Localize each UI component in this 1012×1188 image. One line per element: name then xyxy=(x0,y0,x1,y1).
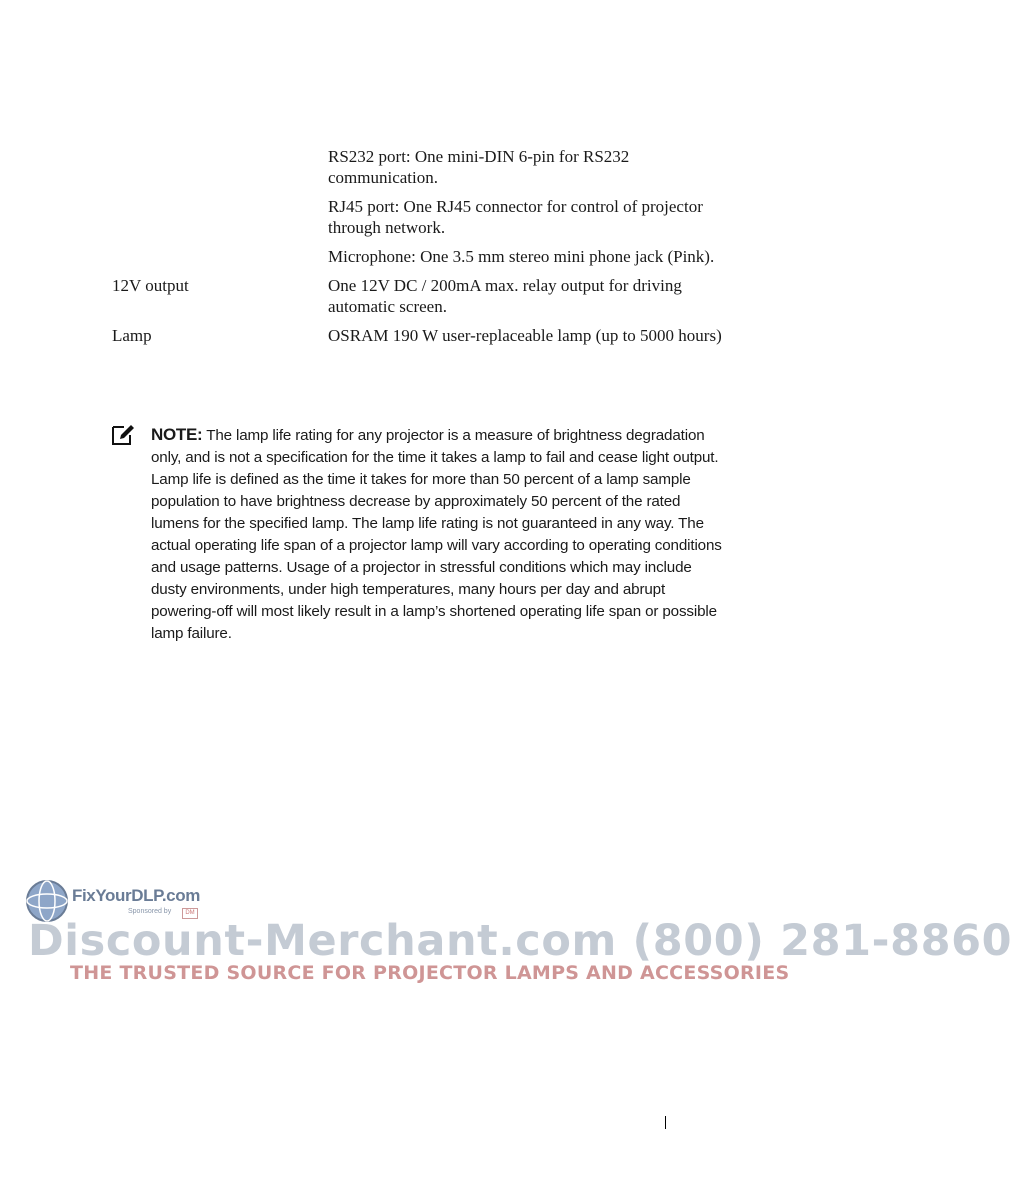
spec-value: RJ45 port: One RJ45 connector for control of projector through network. xyxy=(328,197,703,237)
note-label: NOTE: xyxy=(151,425,203,444)
spec-label xyxy=(112,246,328,267)
spec-value: OSRAM 190 W user-replaceable lamp (up to 5000 hours) xyxy=(328,326,722,345)
spec-value: RS232 port: One mini-DIN 6-pin for RS232 communication. xyxy=(328,147,630,187)
spec-row xyxy=(112,196,722,238)
spec-label xyxy=(112,146,328,188)
spec-label xyxy=(112,196,328,238)
spec-value: One 12V DC / 200mA max. relay output for driving automatic screen. xyxy=(328,276,682,316)
spec-row xyxy=(112,275,722,317)
watermark-main: Discount-Merchant.com (800) 281-8860 xyxy=(28,916,1012,966)
spec-value: Microphone: One 3.5 mm stereo mini phone jack (Pink). xyxy=(328,247,715,266)
watermark xyxy=(0,872,1012,992)
page-number-rule xyxy=(665,1116,666,1129)
spec-row xyxy=(112,246,722,267)
watermark-brand: FixYourDLP.com xyxy=(72,886,200,905)
spec-label: 12V output xyxy=(112,276,189,295)
watermark-sponsored: Sponsored by xyxy=(128,908,172,915)
note-text: The lamp life rating for any projector is a measure of brightness degradation only, and is not a specification for the time it takes a lamp to fail and cease light output. Lamp life is defined as the time it takes for more than 50 percent of a lamp sample population to have brightness decrease by approximately 50 percent of the rated lumens for the specified lamp. The lamp life rating is not guaranteed in any way. The actual operating life span of a projector lamp will vary according to operating conditions and usage patterns. Usage of a projector in stressful conditions which may include dusty environments, under high temperatures, many hours per day and abrupt powering-off will most likely result in a lamp’s shortened operating life span or possible lamp failure. xyxy=(151,427,722,642)
spec-label: Lamp xyxy=(112,326,152,345)
sponsor-badge: DM xyxy=(182,908,198,919)
spec-row xyxy=(112,146,722,188)
note-body xyxy=(151,424,722,645)
note-block xyxy=(112,424,722,645)
spec-table xyxy=(112,146,722,354)
pencil-note-icon xyxy=(112,424,136,446)
spec-row xyxy=(112,325,722,346)
watermark-tagline: THE TRUSTED SOURCE FOR PROJECTOR LAMPS AND ACCESSORIES xyxy=(70,962,790,984)
